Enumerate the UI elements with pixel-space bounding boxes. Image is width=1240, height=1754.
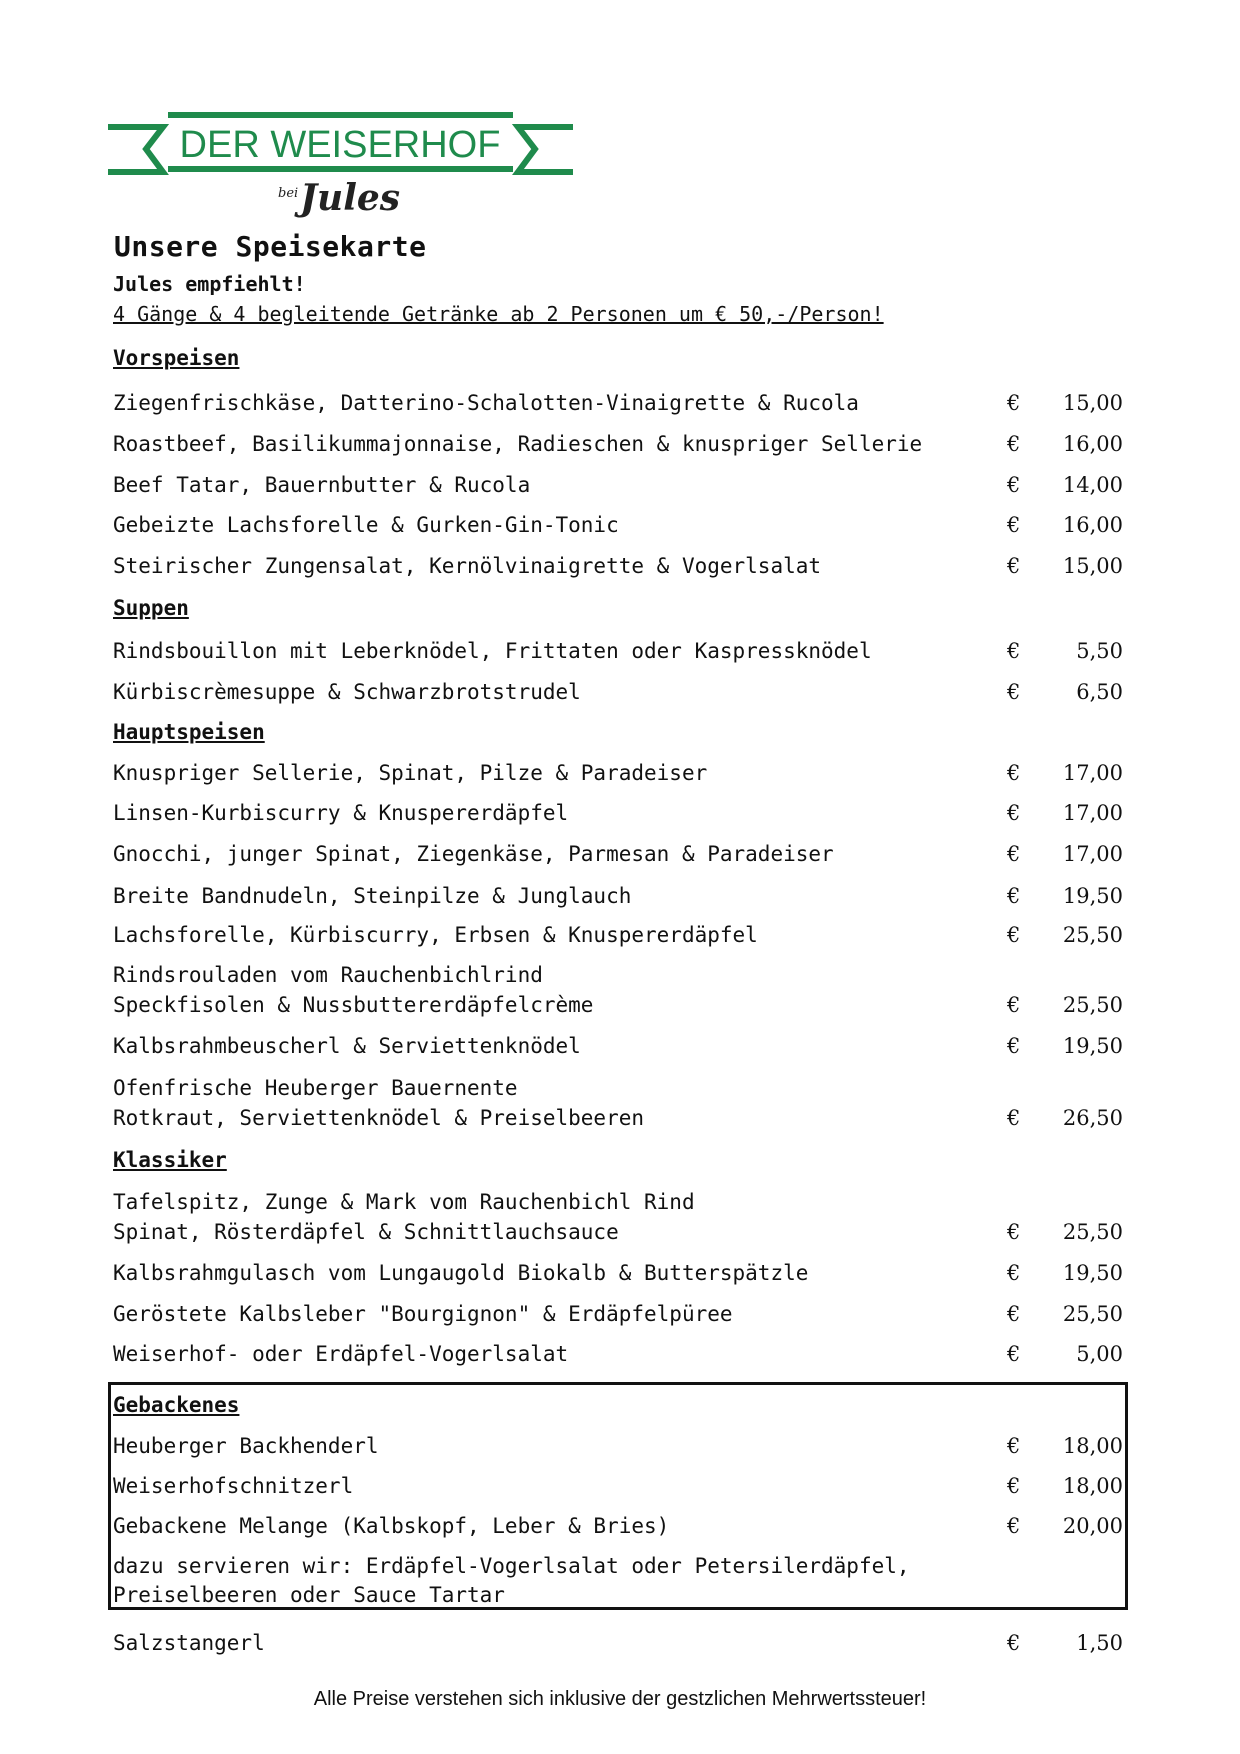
currency-symbol: € — [1007, 432, 1021, 456]
currency-symbol: € — [1007, 554, 1021, 578]
price-footnote: Alle Preise verstehen sich inklusive der gestzlichen Mehrwertssteuer! — [313, 1688, 927, 1710]
side-dish-note-2: Preiselbeeren oder Sauce Tartar — [113, 1583, 505, 1607]
menu-item — [113, 1187, 1123, 1247]
item-name: Linsen-Kurbiscurry & Knuspererdäpfel — [113, 801, 569, 825]
menu-title: Unsere Speisekarte — [114, 230, 427, 263]
item-name: Lachsforelle, Kürbiscurry, Erbsen & Knuspererdäpfel — [113, 923, 758, 947]
currency-symbol: € — [1007, 1631, 1021, 1655]
recommendation-heading: Jules empfiehlt! — [113, 272, 306, 296]
item-name: Gnocchi, junger Spinat, Ziegenkäse, Parmesan & Paradeiser — [113, 842, 834, 866]
item-price: 26,50 — [1062, 1106, 1123, 1130]
item-name: Kürbiscrèmesuppe & Schwarzbrotstrudel — [113, 680, 581, 704]
section-heading-klassiker: Klassiker — [113, 1148, 227, 1172]
item-price: 17,00 — [1062, 761, 1123, 785]
currency-symbol: € — [1007, 1220, 1021, 1244]
item-name: Weiserhof- oder Erdäpfel-Vogerlsalat — [113, 1342, 569, 1366]
currency-symbol: € — [1007, 1261, 1021, 1285]
menu-item — [113, 1073, 1123, 1133]
item-name: Ziegenfrischkäse, Datterino-Schalotten-Vinaigrette & Rucola — [113, 391, 859, 415]
item-name: Ofenfrische Heuberger Bauernente — [113, 1076, 518, 1100]
restaurant-logo — [108, 112, 573, 222]
logo-bei: bei — [278, 186, 299, 201]
item-name: Gebackene Melange (Kalbskopf, Leber & Bries) — [113, 1514, 670, 1538]
logo-name: DER WEISERHOF — [179, 124, 501, 166]
section-heading-vorspeisen: Vorspeisen — [113, 346, 240, 370]
currency-symbol: € — [1007, 1034, 1021, 1058]
currency-symbol: € — [1007, 1302, 1021, 1326]
section-heading-gebackenes: Gebackenes — [113, 1393, 240, 1417]
item-price: 25,50 — [1062, 923, 1123, 947]
logo-jules: Jules — [300, 177, 401, 219]
item-price: 16,00 — [1062, 513, 1123, 537]
currency-symbol: € — [1007, 923, 1021, 947]
item-price: 19,50 — [1062, 884, 1123, 908]
item-name: Salzstangerl — [113, 1631, 265, 1655]
section-heading-suppen: Suppen — [113, 596, 189, 620]
currency-symbol: € — [1007, 473, 1021, 497]
item-name: Geröstete Kalbsleber "Bourgignon" & Erdäpfelpüree — [113, 1302, 733, 1326]
item-price: 18,00 — [1062, 1434, 1123, 1458]
item-name: Steirischer Zungensalat, Kernölvinaigrette & Vogerlsalat — [113, 554, 822, 578]
item-price: 5,50 — [1076, 639, 1123, 663]
item-price: 15,00 — [1062, 391, 1123, 415]
currency-symbol: € — [1007, 680, 1021, 704]
item-price: 20,00 — [1062, 1514, 1123, 1538]
currency-symbol: € — [1007, 1106, 1021, 1130]
item-price: 19,50 — [1062, 1034, 1123, 1058]
item-description: Speckfisolen & Nussbuttererdäpfelcrème — [113, 993, 594, 1017]
item-price: 25,50 — [1062, 1220, 1123, 1244]
item-description: Spinat, Rösterdäpfel & Schnittlauchsauce — [113, 1220, 619, 1244]
currency-symbol: € — [1007, 884, 1021, 908]
currency-symbol: € — [1007, 993, 1021, 1017]
item-name: Beef Tatar, Bauernbutter & Rucola — [113, 473, 531, 497]
item-name: Rindsbouillon mit Leberknödel, Frittaten oder Kaspressknödel — [113, 639, 872, 663]
item-name: Heuberger Backhenderl — [113, 1434, 379, 1458]
section-heading-hauptspeisen: Hauptspeisen — [113, 720, 265, 744]
currency-symbol: € — [1007, 513, 1021, 537]
item-name: Kalbsrahmbeuscherl & Serviettenknödel — [113, 1034, 581, 1058]
item-price: 1,50 — [1076, 1631, 1123, 1655]
menu-item — [113, 960, 1123, 1020]
item-price: 19,50 — [1062, 1261, 1123, 1285]
item-price: 16,00 — [1062, 432, 1123, 456]
currency-symbol: € — [1007, 761, 1021, 785]
item-description: Rotkraut, Serviettenknödel & Preiselbeeren — [113, 1106, 645, 1130]
currency-symbol: € — [1007, 391, 1021, 415]
item-name: Roastbeef, Basilikummajonnaise, Radieschen & knuspriger Sellerie — [113, 432, 923, 456]
promo-offer: 4 Gänge & 4 begleitende Getränke ab 2 Personen um € 50,-/Person! — [113, 302, 884, 326]
item-name: Weiserhofschnitzerl — [113, 1474, 354, 1498]
currency-symbol: € — [1007, 801, 1021, 825]
item-name: Kalbsrahmgulasch vom Lungaugold Biokalb & Butterspätzle — [113, 1261, 809, 1285]
item-price: 17,00 — [1062, 842, 1123, 866]
item-price: 25,50 — [1062, 1302, 1123, 1326]
item-price: 6,50 — [1076, 680, 1123, 704]
currency-symbol: € — [1007, 1342, 1021, 1366]
currency-symbol: € — [1007, 1514, 1021, 1538]
item-name: Tafelspitz, Zunge & Mark vom Rauchenbichl Rind — [113, 1190, 695, 1214]
item-price: 18,00 — [1062, 1474, 1123, 1498]
item-name: Knuspriger Sellerie, Spinat, Pilze & Paradeiser — [113, 761, 708, 785]
item-name: Rindsrouladen vom Rauchenbichlrind — [113, 963, 543, 987]
item-price: 5,00 — [1076, 1342, 1123, 1366]
item-name: Breite Bandnudeln, Steinpilze & Junglauch — [113, 884, 632, 908]
item-price: 15,00 — [1062, 554, 1123, 578]
item-price: 17,00 — [1062, 801, 1123, 825]
currency-symbol: € — [1007, 1434, 1021, 1458]
item-price: 25,50 — [1062, 993, 1123, 1017]
item-name: Gebeizte Lachsforelle & Gurken-Gin-Tonic — [113, 513, 619, 537]
item-price: 14,00 — [1062, 473, 1123, 497]
side-dish-note: dazu servieren wir: Erdäpfel-Vogerlsalat oder Petersilerdäpfel, — [113, 1554, 910, 1578]
currency-symbol: € — [1007, 842, 1021, 866]
currency-symbol: € — [1007, 639, 1021, 663]
currency-symbol: € — [1007, 1474, 1021, 1498]
